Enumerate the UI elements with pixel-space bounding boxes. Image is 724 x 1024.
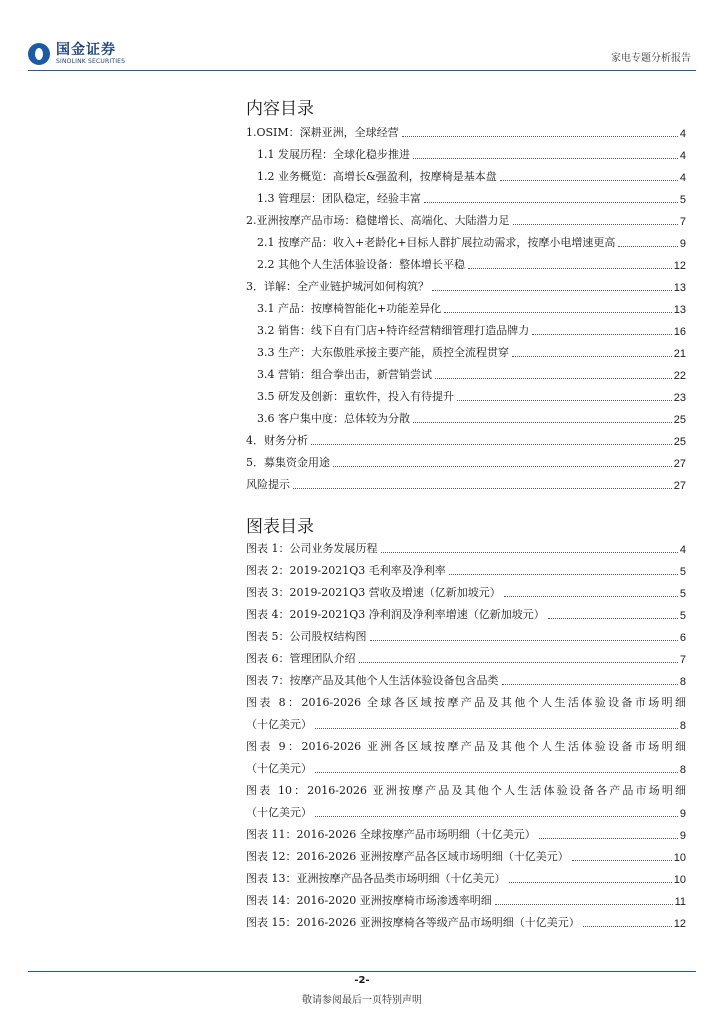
toc-entry-label: 图表 11：2016-2026 全球按摩产品市场明细（十亿美元） bbox=[246, 828, 536, 841]
toc-entry[interactable] bbox=[246, 448, 686, 470]
toc-entry-label-cont: （十亿美元） bbox=[246, 806, 312, 819]
dot-leader bbox=[413, 158, 678, 159]
footer-divider bbox=[28, 971, 696, 972]
toc-entry-label: 风险提示 bbox=[246, 478, 290, 491]
toc-entry-label: 1.OSIM：深耕亚洲，全球经营 bbox=[246, 126, 399, 139]
toc-entry-page: 11 bbox=[674, 896, 686, 908]
dot-leader bbox=[513, 224, 678, 225]
toc-entry-label: 图表 4：2019-2021Q3 净利润及净利率增速（亿新加坡元） bbox=[246, 608, 545, 621]
toc-entry[interactable] bbox=[246, 754, 686, 776]
toc-entry[interactable] bbox=[246, 710, 686, 732]
logo-name-en: SINOLINK SECURITIES bbox=[56, 58, 126, 65]
toc-entry-label: 5．募集资金用途 bbox=[246, 456, 330, 469]
toc-entry-label: 3.6 客户集中度：总体较为分散 bbox=[257, 412, 410, 425]
toc-entry-label: 图表 14：2016-2020 亚洲按摩椅市场渗透率明细 bbox=[246, 894, 492, 907]
dot-leader bbox=[548, 618, 678, 619]
toc-entry-label: 3.2 销售：线下自有门店+特许经营精细管理打造品牌力 bbox=[257, 324, 530, 337]
toc-entry-label: 3.3 生产：大东傲胜承接主要产能，质控全流程贯穿 bbox=[257, 346, 509, 359]
dot-leader bbox=[402, 136, 678, 137]
dot-leader bbox=[359, 662, 678, 663]
toc-entry[interactable] bbox=[246, 426, 686, 448]
company-logo bbox=[28, 40, 125, 68]
page-header bbox=[0, 0, 724, 80]
toc-entry-page: 12 bbox=[673, 918, 686, 930]
dot-leader bbox=[509, 882, 672, 883]
dot-leader bbox=[435, 378, 672, 379]
toc-entry-page: 16 bbox=[673, 326, 686, 338]
dot-leader bbox=[504, 596, 678, 597]
toc-entry-page: 25 bbox=[673, 414, 686, 426]
toc-entry[interactable] bbox=[246, 820, 686, 842]
toc-entry-page: 5 bbox=[679, 194, 686, 206]
toc-entry[interactable] bbox=[246, 250, 686, 272]
dot-leader bbox=[583, 926, 672, 927]
toc-entry-page: 4 bbox=[679, 128, 686, 140]
toc-entry[interactable] bbox=[246, 578, 686, 600]
toc-entry-label: 2.2 其他个人生活体验设备：整体增长平稳 bbox=[257, 258, 465, 271]
dot-leader bbox=[500, 180, 678, 181]
dot-leader bbox=[370, 640, 678, 641]
toc-entry-label: 图表 10：2016-2026 亚洲按摩产品及其他个人生活体验设备各产品市场明细 bbox=[246, 784, 686, 797]
toc-entry-label: 图表 5：公司股权结构图 bbox=[246, 630, 367, 643]
toc-entry-label: 3.4 营销：组合拳出击，新营销尝试 bbox=[257, 368, 432, 381]
toc-entry-label: 1.1 发展历程：全球化稳步推进 bbox=[257, 148, 410, 161]
toc-entry-page: 7 bbox=[679, 216, 686, 228]
toc-entry-page: 8 bbox=[679, 764, 686, 776]
toc-entry-label: 2.亚洲按摩产品市场：稳健增长、高端化、大陆潜力足 bbox=[246, 214, 510, 227]
toc-entry-page: 5 bbox=[679, 610, 686, 622]
header-divider bbox=[28, 70, 696, 71]
dot-leader bbox=[468, 268, 672, 269]
toc-entry-label: 1.3 管理层：团队稳定，经验丰富 bbox=[257, 192, 421, 205]
toc-entry-page: 27 bbox=[673, 458, 686, 470]
dot-leader bbox=[444, 312, 672, 313]
toc-entry-page: 4 bbox=[679, 150, 686, 162]
logo-icon bbox=[28, 43, 50, 65]
toc-entry-page: 4 bbox=[679, 544, 686, 556]
toc-entry[interactable] bbox=[246, 382, 686, 404]
toc-entry-page: 6 bbox=[679, 632, 686, 644]
toc-entry-wrapped[interactable] bbox=[246, 732, 686, 754]
toc-entry-label: 图表 7：按摩产品及其他个人生活体验设备包含品类 bbox=[246, 674, 499, 687]
toc-entry-label: 图表 9：2016-2026 亚洲各区域按摩产品及其他个人生活体验设备市场明细 bbox=[246, 740, 686, 753]
toc-entry[interactable] bbox=[246, 338, 686, 360]
dot-leader bbox=[512, 356, 672, 357]
toc-entry[interactable] bbox=[246, 184, 686, 206]
toc-entry-label: 2.1 按摩产品：收入+老龄化+目标人群扩展拉动需求，按摩小电增速更高 bbox=[257, 236, 616, 249]
toc-entry-label: 图表 13：亚洲按摩产品各品类市场明细（十亿美元） bbox=[246, 872, 506, 885]
dot-leader bbox=[315, 816, 678, 817]
toc-entry-page: 13 bbox=[673, 304, 686, 316]
dot-leader bbox=[424, 202, 678, 203]
toc-entry-page: 27 bbox=[673, 480, 686, 492]
toc-entry[interactable] bbox=[246, 798, 686, 820]
toc-entry-label: 图表 15：2016-2026 亚洲按摩椅各等级产品市场明细（十亿美元） bbox=[246, 916, 580, 929]
toc-entry-page: 10 bbox=[673, 852, 686, 864]
toc-entry-page: 22 bbox=[673, 370, 686, 382]
toc-entry-page: 21 bbox=[673, 348, 686, 360]
dot-leader bbox=[413, 422, 672, 423]
toc-entry-page: 12 bbox=[673, 260, 686, 272]
toc-entry[interactable] bbox=[246, 886, 686, 908]
toc-entry-wrapped[interactable] bbox=[246, 688, 686, 710]
dot-leader bbox=[293, 488, 672, 489]
dot-leader bbox=[457, 400, 672, 401]
toc-entry-page: 13 bbox=[673, 282, 686, 294]
toc-entry[interactable] bbox=[246, 644, 686, 666]
toc-entry-label: 图表 1：公司业务发展历程 bbox=[246, 542, 378, 555]
toc-entry-page: 8 bbox=[679, 676, 686, 688]
toc-entry[interactable] bbox=[246, 404, 686, 426]
toc-entry[interactable] bbox=[246, 272, 686, 294]
toc-entry-page: 10 bbox=[673, 874, 686, 886]
toc-entry-label: 1.2 业务概览：高增长&强盈利，按摩椅是基本盘 bbox=[257, 170, 497, 183]
toc-entry[interactable] bbox=[246, 534, 686, 556]
toc-entry[interactable] bbox=[246, 162, 686, 184]
toc-entry-page: 25 bbox=[673, 436, 686, 448]
toc-entry-page: 23 bbox=[673, 392, 686, 404]
toc-entry-label-cont: （十亿美元） bbox=[246, 718, 312, 731]
toc-entry[interactable] bbox=[246, 622, 686, 644]
figures-list bbox=[246, 534, 686, 930]
dot-leader bbox=[333, 466, 672, 467]
toc-entry[interactable] bbox=[246, 294, 686, 316]
dot-leader bbox=[532, 334, 672, 335]
dot-leader bbox=[311, 444, 672, 445]
contents-list bbox=[246, 118, 686, 492]
toc-entry-label: 4．财务分析 bbox=[246, 434, 308, 447]
dot-leader bbox=[495, 904, 673, 905]
disclaimer: 敬请参阅最后一页特别声明 bbox=[302, 995, 422, 1006]
toc-entry-page: 9 bbox=[679, 830, 686, 842]
dot-leader bbox=[449, 574, 678, 575]
dot-leader bbox=[618, 246, 677, 247]
toc-entry-page: 9 bbox=[679, 238, 686, 250]
dot-leader bbox=[315, 728, 678, 729]
toc-entry[interactable] bbox=[246, 908, 686, 930]
report-type: 家电专题分析报告 bbox=[611, 53, 691, 64]
toc-entry-page: 8 bbox=[679, 720, 686, 732]
contents-title: 内容目录 bbox=[246, 99, 314, 119]
dot-leader bbox=[432, 290, 672, 291]
toc-entry[interactable] bbox=[246, 842, 686, 864]
dot-leader bbox=[502, 684, 678, 685]
page-number: -2- bbox=[354, 975, 370, 986]
toc-entry[interactable] bbox=[246, 140, 686, 162]
toc-entry-label: 图表 8：2016-2026 全球各区域按摩产品及其他个人生活体验设备市场明细 bbox=[246, 696, 686, 709]
toc-entry-page: 9 bbox=[679, 808, 686, 820]
dot-leader bbox=[572, 860, 672, 861]
toc-entry-label: 图表 6：管理团队介绍 bbox=[246, 652, 356, 665]
toc-entry[interactable] bbox=[246, 118, 686, 140]
toc-entry-label: 图表 2：2019-2021Q3 毛利率及净利率 bbox=[246, 564, 446, 577]
toc-entry[interactable] bbox=[246, 360, 686, 382]
toc-entry-label: 图表 3：2019-2021Q3 营收及增速（亿新加坡元） bbox=[246, 586, 501, 599]
toc-entry-label: 3.5 研发及创新：重软件，投入有待提升 bbox=[257, 390, 454, 403]
dot-leader bbox=[315, 772, 678, 773]
toc-entry[interactable] bbox=[246, 556, 686, 578]
toc-entry[interactable] bbox=[246, 666, 686, 688]
toc-entry-page: 5 bbox=[679, 566, 686, 578]
toc-entry[interactable] bbox=[246, 228, 686, 250]
toc-entry-page: 4 bbox=[679, 172, 686, 184]
toc-entry-page: 7 bbox=[679, 654, 686, 666]
toc-entry-label: 3．详解：全产业链护城河如何构筑？ bbox=[246, 280, 429, 293]
toc-entry[interactable] bbox=[246, 316, 686, 338]
toc-entry-wrapped[interactable] bbox=[246, 776, 686, 798]
logo-name-cn: 国金证券 bbox=[56, 42, 116, 58]
toc-entry[interactable] bbox=[246, 206, 686, 228]
dot-leader bbox=[381, 552, 678, 553]
toc-entry-label: 图表 12：2016-2026 亚洲按摩产品各区域市场明细（十亿美元） bbox=[246, 850, 569, 863]
toc-entry[interactable] bbox=[246, 470, 686, 492]
toc-entry-label: 3.1 产品：按摩椅智能化+功能差异化 bbox=[257, 302, 442, 315]
toc-entry-label-cont: （十亿美元） bbox=[246, 762, 312, 775]
toc-entry[interactable] bbox=[246, 600, 686, 622]
toc-entry[interactable] bbox=[246, 864, 686, 886]
dot-leader bbox=[539, 838, 678, 839]
figures-title: 图表目录 bbox=[246, 517, 314, 537]
toc-entry-page: 5 bbox=[679, 588, 686, 600]
